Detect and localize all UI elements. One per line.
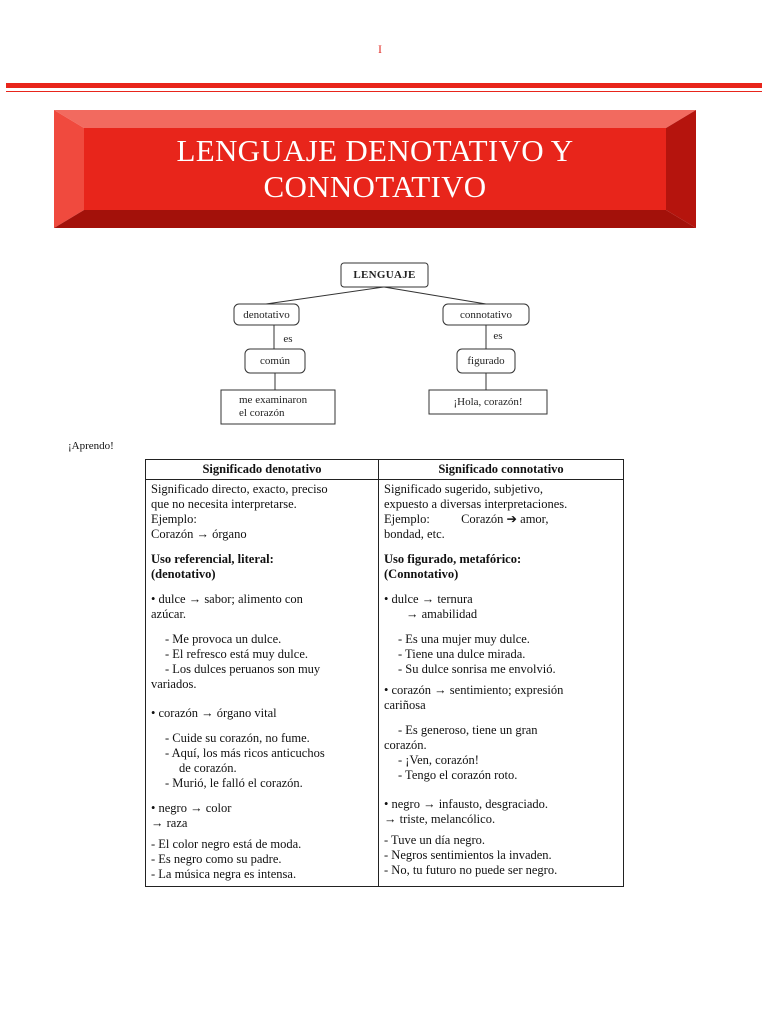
text-line: Uso figurado, metafórico: xyxy=(384,552,522,566)
diagram-denotative-example-line-1: me examinaron xyxy=(239,394,308,406)
text-line: - Me provoca un dulce. xyxy=(165,632,282,646)
text-line: Ejemplo: Corazón ➔ amor, xyxy=(384,512,549,526)
example-list xyxy=(384,723,619,783)
text-line: cariñosa xyxy=(384,698,426,712)
table-row xyxy=(146,480,624,887)
text-line: - El color negro está de moda. xyxy=(151,837,302,851)
text-line: que no necesita interpretarse. xyxy=(151,497,297,511)
diagram-link-label-right: es xyxy=(488,329,508,343)
bullet-item xyxy=(151,801,374,831)
diagram-denotative-example-line-2: el corazón xyxy=(239,407,285,419)
text-line: - ¡Ven, corazón! xyxy=(398,753,479,767)
definition xyxy=(384,482,619,542)
text-line: - Su dulce sonrisa me envolvió. xyxy=(398,662,556,676)
diagram-denotativo-node: denotativo xyxy=(243,308,290,321)
example-list xyxy=(151,837,374,882)
text-line: (denotativo) xyxy=(151,567,216,581)
header-rule-thin xyxy=(6,91,762,92)
usage-heading xyxy=(151,552,374,582)
text-line: Significado directo, exacto, preciso xyxy=(151,482,328,496)
diagram-root-node: LENGUAJE xyxy=(353,269,416,281)
text-line: - Es generoso, tiene un gran xyxy=(398,723,538,737)
definition xyxy=(151,482,374,542)
bullet-item xyxy=(151,592,374,622)
meaning-table xyxy=(145,459,624,887)
page-title xyxy=(84,128,666,210)
bullet-item xyxy=(384,683,619,713)
diagram-denotative-example xyxy=(221,390,335,424)
diagram-figurado-node: figurado xyxy=(467,355,505,367)
page-marker: I xyxy=(378,42,382,56)
diagram-comun-node: común xyxy=(260,355,290,367)
text-line: - El refresco está muy dulce. xyxy=(165,647,308,661)
bullet-item: • corazón → órgano vital xyxy=(151,706,277,720)
title-banner xyxy=(54,110,696,228)
text-line: - Tuve un día negro. xyxy=(384,833,486,847)
diagram-connotativo-node: connotativo xyxy=(460,308,512,321)
text-line: de corazón. xyxy=(179,761,237,775)
example-list xyxy=(384,632,619,677)
text-line: • dulce → sabor; alimento con xyxy=(151,592,303,606)
text-line: - Aquí, los más ricos anticuchos xyxy=(165,746,325,760)
example-list xyxy=(384,833,619,878)
text-line: - Cuide su corazón, no fume. xyxy=(165,731,310,745)
text-line: bondad, etc. xyxy=(384,527,445,541)
text-line: → raza xyxy=(151,816,188,830)
usage-heading xyxy=(384,552,619,582)
header-denotativo: Significado denotativo xyxy=(146,460,379,480)
concept-diagram xyxy=(200,256,580,432)
denotative-cell xyxy=(146,480,379,887)
text-line: - No, tu futuro no puede ser negro. xyxy=(384,863,558,877)
text-line: (Connotativo) xyxy=(384,567,459,581)
diagram-link-label-left: es xyxy=(278,332,298,346)
text-line: Significado sugerido, subjetivo, xyxy=(384,482,544,496)
example-list xyxy=(151,632,374,692)
text-line: • negro → color xyxy=(151,801,232,815)
page-title-line-2: CONNOTATIVO xyxy=(263,169,487,204)
text-line: expuesto a diversas interpretaciones. xyxy=(384,497,568,511)
text-line: - Es una mujer muy dulce. xyxy=(398,632,530,646)
header-rule-thick xyxy=(6,83,762,88)
bullet-item xyxy=(384,592,619,622)
example-list xyxy=(151,731,374,791)
connotative-cell xyxy=(379,480,624,887)
text-line: Ejemplo: xyxy=(151,512,197,526)
table-header-row xyxy=(146,460,624,480)
text-line: - Es negro como su padre. xyxy=(151,852,282,866)
text-line: Uso referencial, literal: xyxy=(151,552,274,566)
text-line: - Los dulces peruanos son muy xyxy=(165,662,321,676)
section-label: ¡Aprendo! xyxy=(68,440,114,452)
text-line: → triste, melancólico. xyxy=(384,812,496,826)
header-connotativo: Significado connotativo xyxy=(379,460,624,480)
diagram-connotative-example: ¡Hola, corazón! xyxy=(453,396,523,408)
text-line: - Negros sentimientos la invaden. xyxy=(384,848,552,862)
text-line: azúcar. xyxy=(151,607,187,621)
text-line: variados. xyxy=(151,677,197,691)
text-line: • dulce → ternura xyxy=(384,592,473,606)
bullet-item xyxy=(384,797,619,827)
text-line: corazón. xyxy=(384,738,427,752)
text-line: - La música negra es intensa. xyxy=(151,867,297,881)
text-line: - Tiene una dulce mirada. xyxy=(398,647,526,661)
text-line: - Murió, le falló el corazón. xyxy=(165,776,303,790)
page-title-line-1: LENGUAJE DENOTATIVO Y xyxy=(176,133,574,168)
text-line: Corazón → órgano xyxy=(151,527,247,541)
text-line: • corazón → sentimiento; expresión xyxy=(384,683,564,697)
text-line: • negro → infausto, desgraciado. xyxy=(384,797,549,811)
text-line: → amabilidad xyxy=(406,607,478,621)
text-line: - Tengo el corazón roto. xyxy=(398,768,518,782)
